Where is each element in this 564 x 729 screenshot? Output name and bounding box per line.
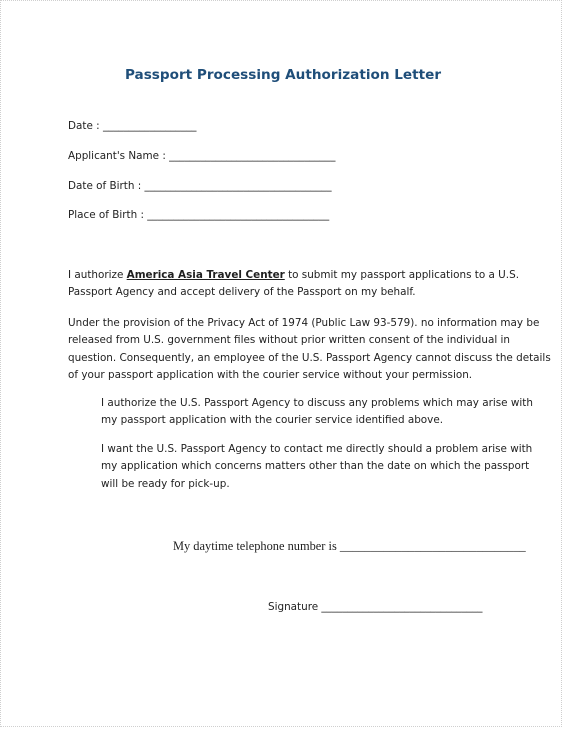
discuss-line: I authorize the U.S. Passport Agency to discuss any problems which may arise with — [101, 397, 533, 409]
contact-paragraph — [101, 441, 533, 493]
authorize-suffix: to submit my passport applications to a U.S. — [284, 269, 519, 281]
privacy-line: question. Consequently, an employee of the U.S. Passport Agency cannot discuss the details — [68, 351, 551, 364]
signature-field: Signature _______________________________ — [268, 601, 483, 613]
place-of-birth-field: Place of Birth : ___________________________________ — [68, 209, 330, 221]
organization-name: America Asia Travel Center — [126, 269, 285, 281]
privacy-line: released from U.S. government files without prior written consent of the individual in — [68, 334, 511, 347]
contact-line: I want the U.S. Passport Agency to contact me directly should a problem arise with — [101, 443, 533, 455]
authorize-line-1 — [68, 267, 519, 284]
privacy-line: Under the provision of the Privacy Act of 1974 (Public Law 93-579). no information may be — [68, 317, 540, 329]
discuss-line: my passport application with the courier service identified above. — [101, 414, 444, 427]
applicant-name-field: Applicant's Name : ________________________________ — [68, 150, 336, 162]
date-of-birth-field: Date of Birth : ____________________________________ — [68, 180, 332, 192]
authorize-prefix: I authorize — [68, 269, 127, 281]
date-field: Date : __________________ — [68, 120, 197, 132]
contact-line: my application which concerns matters other than the date on which the passport — [101, 460, 530, 473]
authorize-line-2: Passport Agency and accept delivery of the Passport on my behalf. — [68, 286, 416, 299]
contact-line: will be ready for pick-up. — [101, 477, 230, 490]
discuss-paragraph — [101, 395, 533, 430]
privacy-line: of your passport application with the courier service without your permission. — [68, 369, 473, 382]
authorize-paragraph — [68, 267, 519, 302]
daytime-phone-field: My daytime telephone number is ______________________________ — [173, 539, 526, 553]
privacy-paragraph — [68, 315, 551, 385]
letter-title: Passport Processing Authorization Letter — [124, 67, 442, 83]
